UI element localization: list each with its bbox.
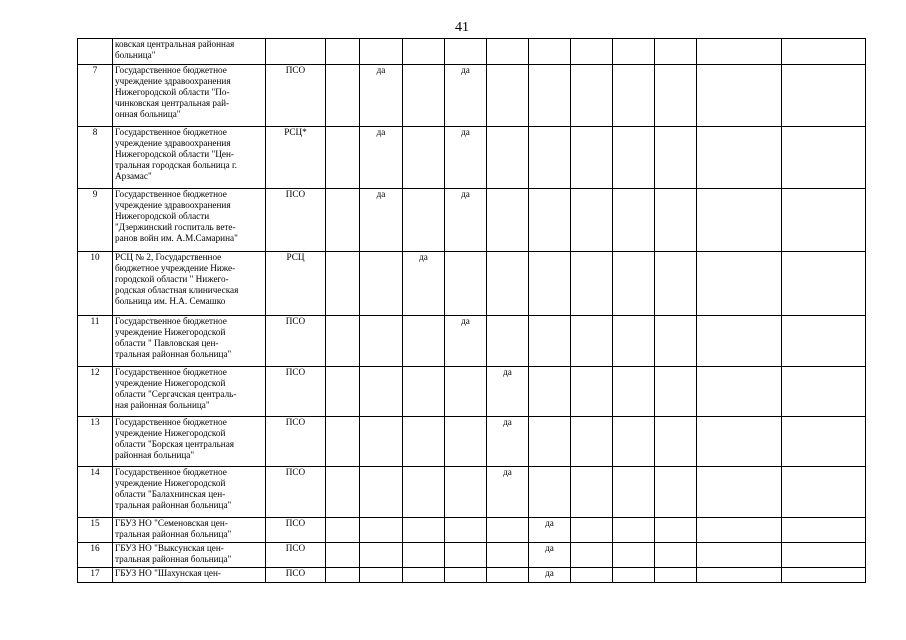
mark-cell-10	[697, 543, 782, 568]
mark-cell-10	[697, 127, 782, 189]
mark-cell-3	[403, 367, 445, 417]
mark-cell-8	[613, 417, 655, 467]
institution-name-line: тральная районная больница"	[115, 349, 232, 359]
mark-cell-11	[782, 417, 866, 467]
mark-cell-7	[571, 127, 613, 189]
institution-name-line: Государственное бюджетное	[115, 189, 227, 199]
mark-cell-9	[655, 467, 697, 518]
mark-cell-10	[697, 189, 782, 252]
row-number: 10	[78, 252, 113, 316]
mark-cell-3: да	[403, 252, 445, 316]
institution-name-line: ранов войн им. А.М.Самарина"	[115, 233, 238, 243]
center-type: ПСО	[266, 518, 326, 543]
mark-cell-1	[326, 568, 360, 583]
table-row	[78, 543, 866, 568]
mark-cell-3	[403, 127, 445, 189]
hospital-table	[77, 38, 866, 583]
mark-cell-11	[782, 189, 866, 252]
mark-cell-3	[403, 568, 445, 583]
mark-cell-4	[445, 39, 487, 65]
center-type: ПСО	[266, 543, 326, 568]
institution-name-line: больница"	[115, 50, 156, 60]
mark-cell-5	[487, 39, 529, 65]
institution-name-line: тральная районная больница"	[115, 529, 232, 539]
mark-cell-9	[655, 65, 697, 127]
mark-cell-5	[487, 252, 529, 316]
mark-cell-8	[613, 518, 655, 543]
mark-cell-7	[571, 39, 613, 65]
mark-cell-9	[655, 367, 697, 417]
mark-cell-3	[403, 518, 445, 543]
institution-name-line: учреждение Нижегородской	[115, 378, 226, 388]
table-row	[78, 518, 866, 543]
institution-name-line: городской области " Нижего-	[115, 274, 229, 284]
mark-cell-2	[360, 543, 403, 568]
mark-cell-2	[360, 252, 403, 316]
mark-cell-5	[487, 65, 529, 127]
mark-cell-10	[697, 417, 782, 467]
mark-cell-11	[782, 367, 866, 417]
mark-cell-9	[655, 417, 697, 467]
mark-cell-6	[529, 417, 571, 467]
mark-cell-7	[571, 568, 613, 583]
mark-cell-10	[697, 367, 782, 417]
mark-cell-11	[782, 568, 866, 583]
mark-cell-4: да	[445, 65, 487, 127]
mark-cell-2	[360, 316, 403, 367]
mark-cell-1	[326, 39, 360, 65]
institution-name-line: области "Сергачская централь-	[115, 389, 237, 399]
institution-name	[113, 252, 266, 316]
institution-name	[113, 367, 266, 417]
mark-cell-8	[613, 543, 655, 568]
mark-cell-11	[782, 316, 866, 367]
mark-cell-11	[782, 543, 866, 568]
mark-cell-6	[529, 252, 571, 316]
mark-cell-4	[445, 252, 487, 316]
mark-cell-8	[613, 252, 655, 316]
mark-cell-1	[326, 252, 360, 316]
institution-name-line: учреждение Нижегородской	[115, 327, 226, 337]
mark-cell-4	[445, 568, 487, 583]
mark-cell-1	[326, 127, 360, 189]
institution-name	[113, 467, 266, 518]
row-number: 17	[78, 568, 113, 583]
mark-cell-1	[326, 467, 360, 518]
mark-cell-5	[487, 189, 529, 252]
mark-cell-11	[782, 252, 866, 316]
institution-name-line: тральная районная больница"	[115, 554, 232, 564]
center-type: ПСО	[266, 467, 326, 518]
mark-cell-6	[529, 316, 571, 367]
mark-cell-1	[326, 316, 360, 367]
mark-cell-2: да	[360, 127, 403, 189]
mark-cell-1	[326, 65, 360, 127]
mark-cell-8	[613, 467, 655, 518]
institution-name	[113, 127, 266, 189]
mark-cell-2: да	[360, 189, 403, 252]
center-type: ПСО	[266, 417, 326, 467]
institution-name-line: учреждение здравоохранения	[115, 200, 231, 210]
row-number: 7	[78, 65, 113, 127]
mark-cell-6: да	[529, 518, 571, 543]
table-row	[78, 417, 866, 467]
mark-cell-6: да	[529, 543, 571, 568]
mark-cell-11	[782, 127, 866, 189]
institution-name-line: районная больница"	[115, 450, 195, 460]
institution-name-line: Арзамас"	[115, 171, 152, 181]
mark-cell-8	[613, 39, 655, 65]
institution-name-line: учреждение Нижегородской	[115, 428, 226, 438]
mark-cell-10	[697, 65, 782, 127]
institution-name-line: Государственное бюджетное	[115, 367, 227, 377]
center-type: РСЦ*	[266, 127, 326, 189]
mark-cell-5: да	[487, 417, 529, 467]
mark-cell-11	[782, 518, 866, 543]
mark-cell-2	[360, 417, 403, 467]
institution-name-line: ГБУЗ НО "Семеновская цен-	[115, 518, 228, 528]
institution-name-line: бюджетное учреждение Ниже-	[115, 263, 236, 273]
institution-name-line: учреждение здравоохранения	[115, 76, 231, 86]
institution-name-line: области " Павловская цен-	[115, 338, 219, 348]
center-type: ПСО	[266, 367, 326, 417]
mark-cell-5: да	[487, 367, 529, 417]
center-type: ПСО	[266, 189, 326, 252]
mark-cell-7	[571, 252, 613, 316]
mark-cell-7	[571, 417, 613, 467]
institution-name-line: ная районная больница"	[115, 400, 210, 410]
mark-cell-3	[403, 189, 445, 252]
institution-name-line: Нижегородской области "Цен-	[115, 149, 234, 159]
mark-cell-8	[613, 367, 655, 417]
mark-cell-11	[782, 65, 866, 127]
mark-cell-4	[445, 543, 487, 568]
mark-cell-8	[613, 189, 655, 252]
mark-cell-2: да	[360, 65, 403, 127]
row-number: 16	[78, 543, 113, 568]
mark-cell-2	[360, 39, 403, 65]
mark-cell-4	[445, 417, 487, 467]
institution-name-line: Государственное бюджетное	[115, 127, 227, 137]
row-number: 14	[78, 467, 113, 518]
mark-cell-9	[655, 252, 697, 316]
mark-cell-10	[697, 518, 782, 543]
mark-cell-10	[697, 568, 782, 583]
mark-cell-1	[326, 367, 360, 417]
institution-name-line: Государственное бюджетное	[115, 65, 227, 75]
mark-cell-7	[571, 543, 613, 568]
center-type: ПСО	[266, 316, 326, 367]
center-type: ПСО	[266, 65, 326, 127]
mark-cell-9	[655, 127, 697, 189]
mark-cell-6	[529, 189, 571, 252]
institution-name-line: тральная городская больница г.	[115, 160, 237, 170]
center-type: ПСО	[266, 568, 326, 583]
institution-name-line: Государственное бюджетное	[115, 316, 227, 326]
mark-cell-2	[360, 568, 403, 583]
mark-cell-4	[445, 367, 487, 417]
mark-cell-1	[326, 417, 360, 467]
mark-cell-6	[529, 127, 571, 189]
mark-cell-2	[360, 518, 403, 543]
institution-name-line: области "Борская центральная	[115, 439, 235, 449]
mark-cell-4	[445, 467, 487, 518]
mark-cell-9	[655, 316, 697, 367]
institution-name-line: ГБУЗ НО "Выксунская цен-	[115, 543, 224, 553]
table-row	[78, 367, 866, 417]
institution-name-line: тральная районная больница"	[115, 500, 232, 510]
mark-cell-7	[571, 316, 613, 367]
mark-cell-6	[529, 367, 571, 417]
mark-cell-7	[571, 65, 613, 127]
mark-cell-8	[613, 568, 655, 583]
row-number	[78, 39, 113, 65]
mark-cell-1	[326, 543, 360, 568]
institution-name-line: учреждение Нижегородской	[115, 478, 226, 488]
mark-cell-7	[571, 518, 613, 543]
mark-cell-9	[655, 189, 697, 252]
mark-cell-8	[613, 65, 655, 127]
mark-cell-7	[571, 189, 613, 252]
mark-cell-3	[403, 543, 445, 568]
table-row	[78, 467, 866, 518]
institution-name-line: Нижегородской области "По-	[115, 87, 230, 97]
institution-name	[113, 39, 266, 65]
mark-cell-5	[487, 568, 529, 583]
institution-name	[113, 65, 266, 127]
institution-name	[113, 518, 266, 543]
mark-cell-3	[403, 65, 445, 127]
mark-cell-1	[326, 189, 360, 252]
mark-cell-2	[360, 367, 403, 417]
mark-cell-1	[326, 518, 360, 543]
institution-name-line: Государственное бюджетное	[115, 417, 227, 427]
mark-cell-10	[697, 252, 782, 316]
center-type: РСЦ	[266, 252, 326, 316]
mark-cell-3	[403, 39, 445, 65]
institution-name	[113, 568, 266, 583]
institution-name-line: чинковская центральная рай-	[115, 98, 230, 108]
mark-cell-4	[445, 518, 487, 543]
institution-name-line: онная больница"	[115, 109, 181, 119]
table-row	[78, 65, 866, 127]
mark-cell-6	[529, 65, 571, 127]
mark-cell-10	[697, 316, 782, 367]
mark-cell-8	[613, 127, 655, 189]
mark-cell-3	[403, 467, 445, 518]
mark-cell-4: да	[445, 127, 487, 189]
mark-cell-9	[655, 568, 697, 583]
mark-cell-5	[487, 518, 529, 543]
table-row	[78, 189, 866, 252]
institution-name-line: Государственное бюджетное	[115, 467, 227, 477]
institution-name	[113, 316, 266, 367]
institution-name-line: учреждение здравоохранения	[115, 138, 231, 148]
institution-name-line: области "Балахнинская цен-	[115, 489, 226, 499]
mark-cell-9	[655, 39, 697, 65]
mark-cell-7	[571, 467, 613, 518]
mark-cell-11	[782, 39, 866, 65]
table-row	[78, 127, 866, 189]
institution-name-line: больница им. Н.А. Семашко	[115, 296, 226, 306]
mark-cell-4: да	[445, 189, 487, 252]
mark-cell-3	[403, 417, 445, 467]
row-number: 11	[78, 316, 113, 367]
page-number: 41	[455, 20, 469, 35]
mark-cell-10	[697, 467, 782, 518]
mark-cell-9	[655, 518, 697, 543]
institution-name	[113, 417, 266, 467]
mark-cell-7	[571, 367, 613, 417]
institution-name	[113, 543, 266, 568]
mark-cell-5: да	[487, 467, 529, 518]
institution-name-line: ковская центральная районная	[115, 39, 235, 49]
mark-cell-5	[487, 543, 529, 568]
table-row	[78, 39, 866, 65]
mark-cell-5	[487, 127, 529, 189]
row-number: 13	[78, 417, 113, 467]
row-number: 8	[78, 127, 113, 189]
institution-name-line: "Дзержинский госпиталь вете-	[115, 222, 236, 232]
institution-name-line: Нижегородской области	[115, 211, 210, 221]
mark-cell-6	[529, 467, 571, 518]
table-row	[78, 568, 866, 583]
institution-name	[113, 189, 266, 252]
row-number: 9	[78, 189, 113, 252]
institution-name-line: РСЦ № 2, Государственное	[115, 252, 222, 262]
mark-cell-6	[529, 39, 571, 65]
institution-name-line: родская областная клиническая	[115, 285, 239, 295]
mark-cell-6: да	[529, 568, 571, 583]
mark-cell-3	[403, 316, 445, 367]
table-row	[78, 316, 866, 367]
table-row	[78, 252, 866, 316]
center-type	[266, 39, 326, 65]
mark-cell-4: да	[445, 316, 487, 367]
mark-cell-8	[613, 316, 655, 367]
mark-cell-5	[487, 316, 529, 367]
institution-name-line: ГБУЗ НО "Шахунская цен-	[115, 568, 221, 578]
mark-cell-10	[697, 39, 782, 65]
mark-cell-9	[655, 543, 697, 568]
row-number: 15	[78, 518, 113, 543]
row-number: 12	[78, 367, 113, 417]
mark-cell-2	[360, 467, 403, 518]
mark-cell-11	[782, 467, 866, 518]
